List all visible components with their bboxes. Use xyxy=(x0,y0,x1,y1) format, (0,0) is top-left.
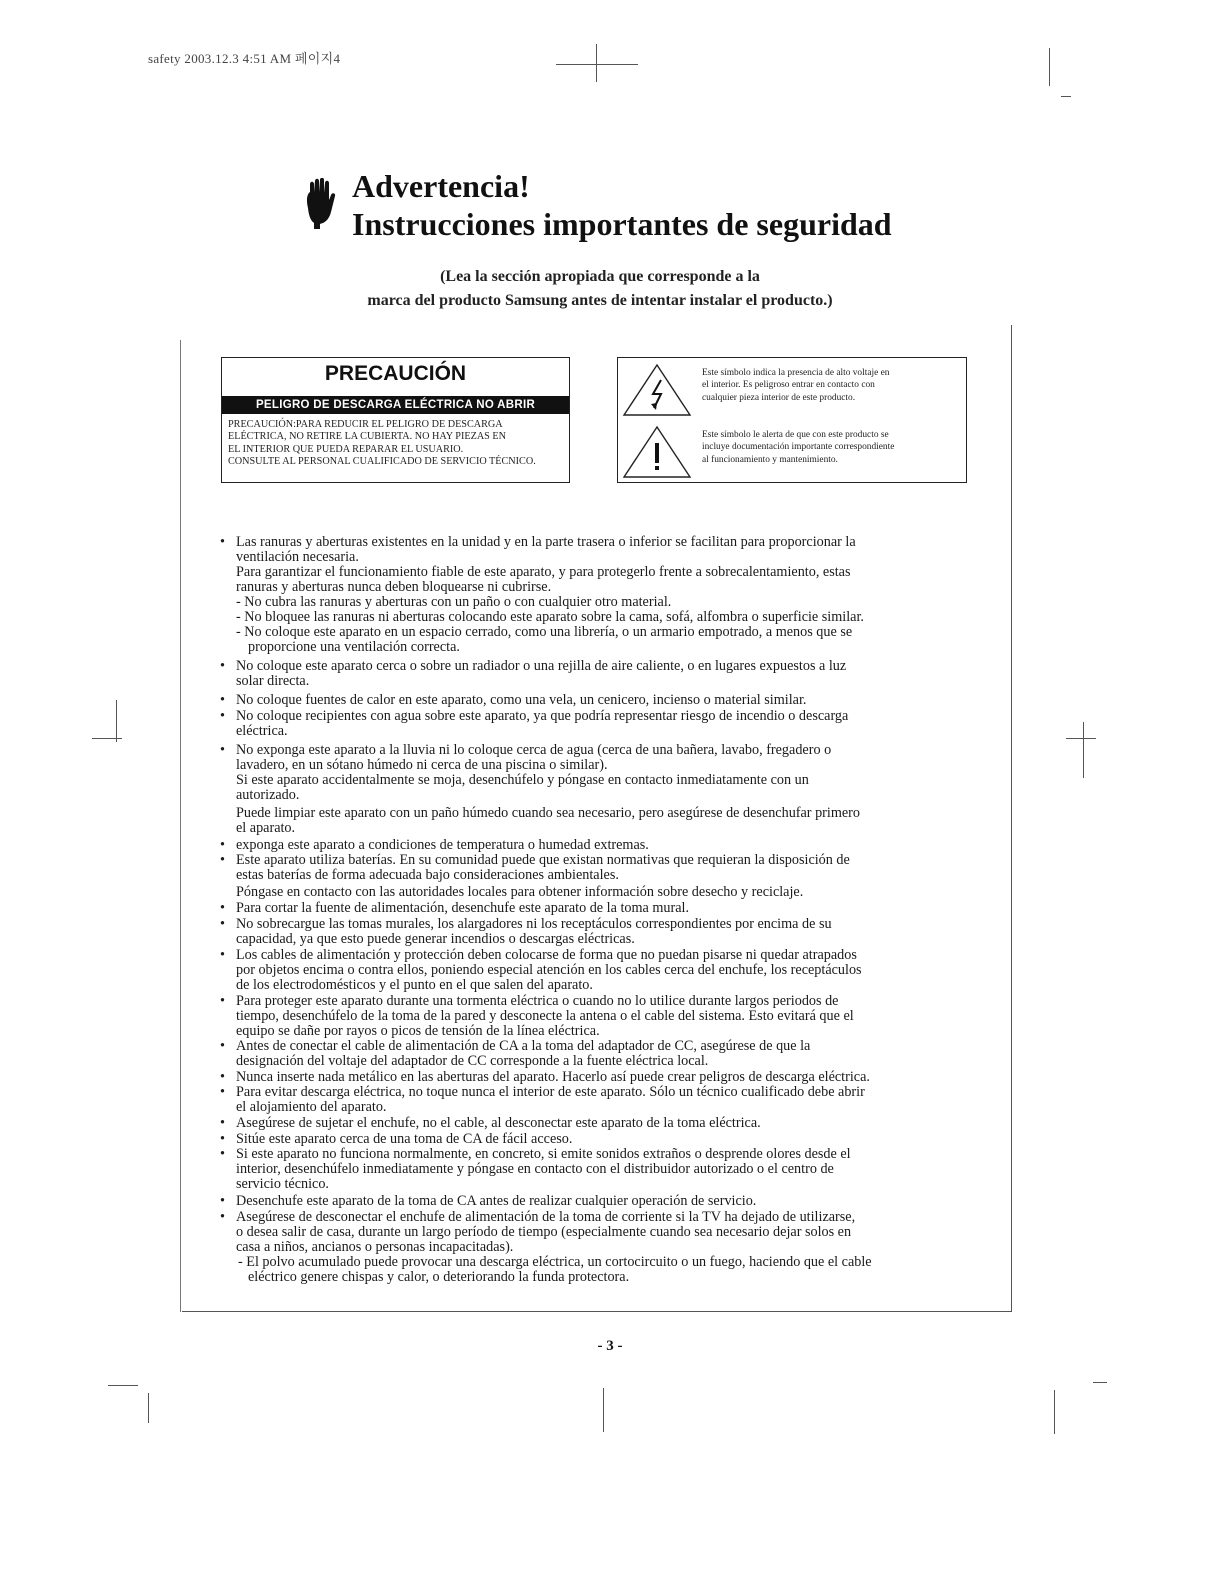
list-item: • No coloque este aparato cerca o sobre un radiador o una rejilla de aire caliente, o en lugares expuestos a luz xyxy=(220,658,847,674)
bullet-marker: • xyxy=(220,993,225,1009)
list-item-continuation: interior, desenchúfelo inmediatamente y póngase en contacto con el distribuidor autorizado o el centro de xyxy=(236,1161,834,1177)
list-item-continuation: solar directa. xyxy=(236,673,310,689)
bullet-marker: • xyxy=(220,916,225,932)
voltage-symbol-row xyxy=(618,358,966,420)
sub-item: - No cubra las ranuras y aberturas con un paño o con cualquier otro material. xyxy=(236,594,672,610)
crop-mark xyxy=(1066,738,1096,739)
caution-text-line: CONSULTE AL PERSONAL CUALIFICADO DE SERVICIO TÉCNICO. xyxy=(228,456,536,468)
description-line: cualquier pieza interior de este producto. xyxy=(702,392,856,403)
exclamation-warning-icon xyxy=(620,424,694,480)
sub-item-continuation: eléctrico genere chispas y calor, o deteriorando la funda protectora. xyxy=(248,1269,630,1285)
lightning-warning-icon xyxy=(620,362,694,418)
list-item-continuation: ranuras y aberturas nunca deben bloquearse ni cubrirse. xyxy=(236,579,552,595)
bullet-marker: • xyxy=(220,837,225,853)
list-item-continuation: Si este aparato accidentalmente se moja, desenchúfelo y póngase en contacto inmediatamente con un xyxy=(236,772,809,788)
print-slug-header: safety 2003.12.3 4:51 AM 페이지4 xyxy=(148,51,341,66)
list-item: • Para proteger este aparato durante una tormenta eléctrica o cuando no lo utilice durante largos periodos de xyxy=(220,993,839,1009)
bullet-marker: • xyxy=(220,852,225,868)
list-item-continuation: Póngase en contacto con las autoridades locales para obtener información sobre desecho y reciclaje. xyxy=(236,884,804,900)
sub-item: - El polvo acumulado puede provocar una descarga eléctrica, un cortocircuito o un fuego, haciendo que el cable xyxy=(238,1254,872,1270)
bullet-marker: • xyxy=(220,692,225,708)
caution-text-line: PRECAUCIÓN:PARA REDUCIR EL PELIGRO DE DESCARGA xyxy=(228,419,503,430)
symbols-box xyxy=(617,357,967,483)
list-item-continuation: equipo se dañe por rayos o picos de tensión de la línea eléctrica. xyxy=(236,1023,600,1039)
crop-mark xyxy=(1049,48,1050,86)
list-item-continuation: tiempo, desenchúfelo de la toma de la pared y desconecte la antena o el cable del sistema. Esto evitará que el xyxy=(236,1008,854,1024)
crop-mark xyxy=(108,1385,138,1386)
list-item-continuation: Puede limpiar este aparato con un paño húmedo cuando sea necesario, pero asegúrese de desenchufar primero xyxy=(236,805,860,821)
list-item-continuation: designación del voltaje del adaptador de CC corresponde a la fuente eléctrica local. xyxy=(236,1053,709,1069)
caution-title: PRECAUCIÓN xyxy=(324,362,467,385)
list-item: • Asegúrese de desconectar el enchufe de alimentación de la toma de corriente si la TV ha dejado de utilizarse, xyxy=(220,1209,856,1225)
frame-right-border xyxy=(1011,325,1012,1311)
intro-note xyxy=(280,265,920,313)
list-item: • Asegúrese de sujetar el enchufe, no el cable, al desconectar este aparato de la toma eléctrica. xyxy=(220,1115,761,1131)
list-item: • exponga este aparato a condiciones de temperatura o humedad extremas. xyxy=(220,837,649,853)
list-item-continuation: o desea salir de casa, durante un largo período de tiempo (especialmente cuando sea necesario dejar solos en xyxy=(236,1224,852,1240)
crop-mark xyxy=(556,64,638,65)
list-item: • Si este aparato no funciona normalmente, en concreto, si emite sonidos extraños o desprende olores desde el xyxy=(220,1146,851,1162)
bullet-marker: • xyxy=(220,534,225,550)
crop-mark xyxy=(1093,1382,1107,1383)
bullet-marker: • xyxy=(220,1038,225,1054)
list-item-continuation: ventilación necesaria. xyxy=(236,549,359,565)
list-item-continuation: el aparato. xyxy=(236,820,296,836)
list-item: • No sobrecargue las tomas murales, los alargadores ni los receptáculos correspondientes por encima de su xyxy=(220,916,832,932)
description-line: al funcionamiento y mantenimiento. xyxy=(702,454,838,465)
list-item-continuation: capacidad, ya que esto puede generar incendios o descargas eléctricas. xyxy=(236,931,635,947)
crop-mark xyxy=(148,1393,149,1423)
voltage-symbol-description xyxy=(702,367,962,404)
list-item-continuation: por objetos encima o contra ellos, poniendo especial atención en los cables cerca del enchufe, los receptáculos xyxy=(236,962,862,978)
crop-mark xyxy=(92,738,122,739)
description-line: Este símbolo indica la presencia de alto voltaje en xyxy=(702,368,890,378)
bullet-marker: • xyxy=(220,1209,225,1225)
info-symbol-description xyxy=(702,429,962,466)
caution-warning-bar: PELIGRO DE DESCARGA ELÉCTRICA NO ABRIR xyxy=(222,396,569,414)
bullet-marker: • xyxy=(220,708,225,724)
page-subtitle-heading: Instrucciones importantes de seguridad xyxy=(352,206,892,242)
list-item: • Los cables de alimentación y protección deben colocarse de forma que no puedan pisarse ni quedar atrapados xyxy=(220,947,857,963)
list-item-continuation: eléctrica. xyxy=(236,723,288,739)
list-item: • Este aparato utiliza baterías. En su comunidad puede que existan normativas que requieran la disposición de xyxy=(220,852,850,868)
list-item: • No coloque fuentes de calor en este aparato, como una vela, un cenicero, incienso o material similar. xyxy=(220,692,807,708)
page-title: Advertencia! xyxy=(352,168,530,204)
caution-box xyxy=(221,357,570,483)
info-symbol-row xyxy=(618,420,966,482)
stop-hand-icon xyxy=(300,178,340,230)
list-item: • Las ranuras y aberturas existentes en la unidad y en la parte trasera o inferior se facilitan para proporcionar la xyxy=(220,534,856,550)
list-item-continuation: lavadero, en un sótano húmedo ni cerca de una piscina o similar). xyxy=(236,757,608,773)
intro-note-line: (Lea la sección apropiada que corresponde a la xyxy=(440,268,760,285)
crop-mark xyxy=(116,700,117,742)
list-item: • Nunca inserte nada metálico en las aberturas del aparato. Hacerlo así puede crear peligros de descarga eléctrica. xyxy=(220,1069,870,1085)
list-item-continuation: autorizado. xyxy=(236,787,300,803)
bullet-marker: • xyxy=(220,1084,225,1100)
sub-item-continuation: proporcione una ventilación correcta. xyxy=(248,639,460,655)
bullet-marker: • xyxy=(220,947,225,963)
list-item-continuation: de los electrodomésticos y el punto en el que salen del aparato. xyxy=(236,977,593,993)
caution-text xyxy=(228,419,563,469)
list-item-continuation: Para garantizar el funcionamiento fiable de este aparato, y para protegerlo frente a sobrecalentamiento, estas xyxy=(236,564,851,580)
bullet-marker: • xyxy=(220,1146,225,1162)
list-item: • No coloque recipientes con agua sobre este aparato, ya que podría representar riesgo de incendio o descarga xyxy=(220,708,849,724)
sub-item: - No bloquee las ranuras ni aberturas colocando este aparato sobre la cama, sofá, alfombra o superficie similar. xyxy=(236,609,864,625)
list-item: • Desenchufe este aparato de la toma de CA antes de realizar cualquier operación de servicio. xyxy=(220,1193,757,1209)
list-item: • No exponga este aparato a la lluvia ni lo coloque cerca de agua (cerca de una bañera, lavabo, fregadero o xyxy=(220,742,832,758)
caution-text-line: EL INTERIOR QUE PUEDA REPARAR EL USUARIO. xyxy=(228,443,464,455)
list-item: • Para cortar la fuente de alimentación, desenchufe este aparato de la toma mural. xyxy=(220,900,689,916)
list-item: • Para evitar descarga eléctrica, no toque nunca el interior de este aparato. Sólo un técnico cualificado debe abrir xyxy=(220,1084,865,1100)
frame-left-border xyxy=(180,340,181,1312)
bullet-marker: • xyxy=(220,900,225,916)
description-line: incluye documentación importante correspondiente xyxy=(702,442,895,453)
crop-mark xyxy=(1061,96,1071,97)
list-item-continuation: casa a niños, ancianos o personas incapacitadas). xyxy=(236,1239,514,1255)
crop-mark xyxy=(1083,722,1084,778)
caution-text-line: ELÉCTRICA, NO RETIRE LA CUBIERTA. NO HAY PIEZAS EN xyxy=(228,431,506,443)
crop-mark xyxy=(603,1388,604,1432)
page-number: - 3 - xyxy=(597,1338,623,1354)
description-line: Este símbolo le alerta de que con este producto se xyxy=(702,430,889,440)
crop-mark xyxy=(596,44,597,82)
bullet-marker: • xyxy=(220,1115,225,1131)
list-item-continuation: el alojamiento del aparato. xyxy=(236,1099,387,1115)
bullet-marker: • xyxy=(220,1069,225,1085)
list-item: • Sitúe este aparato cerca de una toma de CA de fácil acceso. xyxy=(220,1131,573,1147)
list-item: • Antes de conectar el cable de alimentación de CA a la toma del adaptador de CC, asegúrese de que la xyxy=(220,1038,811,1054)
bullet-marker: • xyxy=(220,742,225,758)
crop-mark xyxy=(1054,1390,1055,1434)
list-item-continuation: servicio técnico. xyxy=(236,1176,329,1192)
bullet-marker: • xyxy=(220,1193,225,1209)
sub-item: - No coloque este aparato en un espacio cerrado, como una librería, o un armario empotrado, a menos que se xyxy=(236,624,853,640)
bullet-marker: • xyxy=(220,658,225,674)
description-line: el interior. Es peligroso entrar en contacto con xyxy=(702,380,875,391)
bullet-marker: • xyxy=(220,1131,225,1147)
intro-note-line: marca del producto Samsung antes de intentar instalar el producto.) xyxy=(367,292,833,309)
frame-bottom-border xyxy=(182,1311,1012,1312)
list-item-continuation: estas baterías de forma adecuada bajo consideraciones ambientales. xyxy=(236,867,619,883)
